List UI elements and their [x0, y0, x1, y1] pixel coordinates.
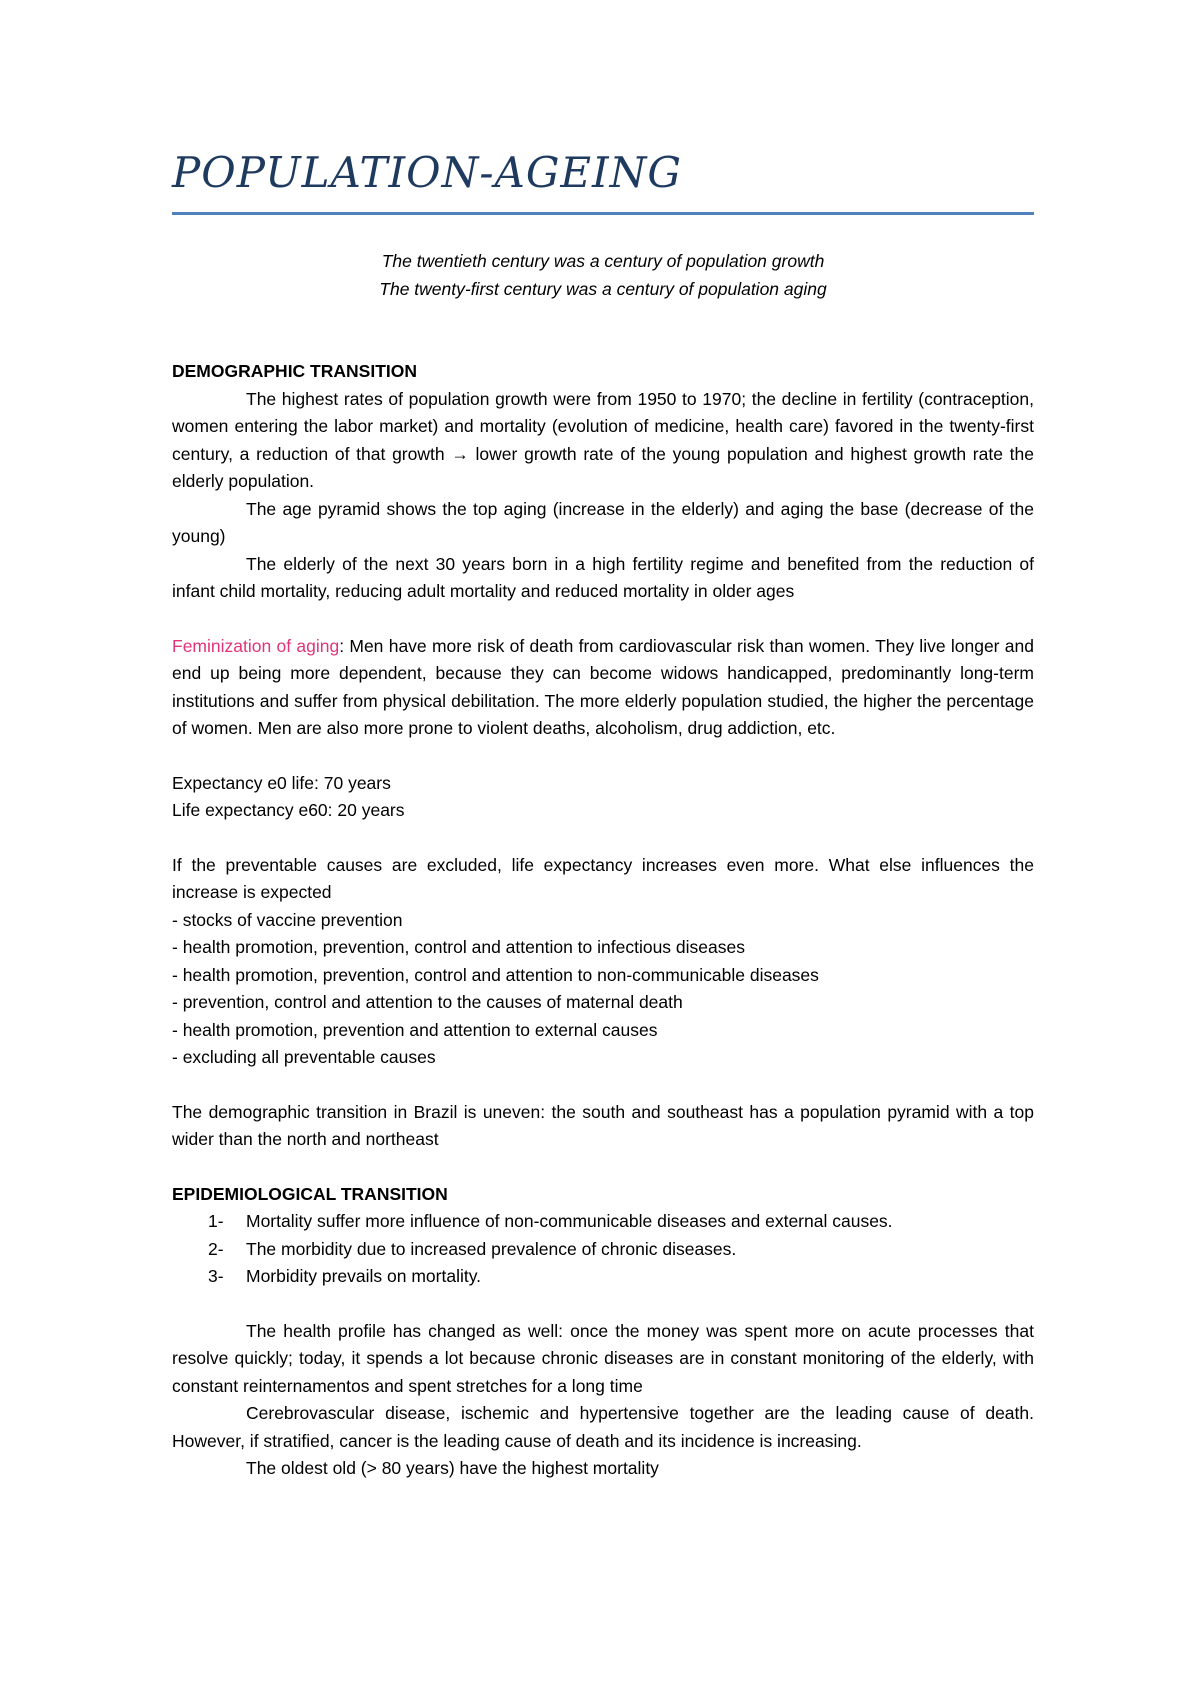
expectancy-line: Expectancy e0 life: 70 years [172, 772, 391, 793]
feminization-label: Feminization of aging [172, 635, 340, 656]
list-item: - health promotion, prevention, control and attention to infectious diseases [172, 937, 745, 957]
list-item: - health promotion, prevention and attention to external causes [172, 1019, 658, 1040]
quote-line-1: The twentieth century was a century of population growth [381, 251, 825, 271]
list-item-text: Morbidity prevails on mortality. [246, 1266, 482, 1286]
paragraph: Cerebrovascular disease, ischemic and hypertensive together are the leading cause of death. However, if stratified, cancer is the leading cause of death and its incidence is increasing. [172, 1403, 1034, 1451]
section-heading-epidemiological: EPIDEMIOLOGICAL TRANSITION [172, 1183, 448, 1204]
list-number: 1- [208, 1211, 224, 1231]
paragraph: The demographic transition in Brazil is uneven: the south and southeast has a population pyramid with a top wider than the north and northeast [172, 1101, 1034, 1149]
document-body [172, 248, 1034, 1483]
list-item-text: The morbidity due to increased prevalence of chronic diseases. [246, 1238, 737, 1259]
list-item: - excluding all preventable causes [172, 1047, 436, 1067]
feminization-paragraph [172, 633, 1034, 743]
list-item [172, 1236, 1034, 1264]
paragraph: The health profile has changed as well: once the money was spent more on acute processes that resolve quickly; today, it spends a lot because chronic diseases are in constant monitoring of the elderly, with constant reinternamentos and spent stretches for a long time [172, 1320, 1034, 1396]
paragraph: The highest rates of population growth were from 1950 to 1970; the decline in fertility (contraception, women entering the labor market) and mortality (evolution of medicine, health care) favored in the twenty-first century, a reduction of that growth → lower growth rate of the young population and highest growth rate the elderly population. [172, 388, 1034, 491]
title-underline [172, 212, 1034, 215]
expectancy-line: Life expectancy e60: 20 years [172, 800, 405, 820]
paragraph: If the preventable causes are excluded, life expectancy increases even more. What else influences the increase is expected [172, 854, 1034, 902]
feminization-text: : Men have more risk of death from cardiovascular risk than women. They live longer and end up being more dependent, because they can become widows handicapped, predominantly long-term institutions and suffer from physical debilitation. The more elderly population studied, the higher the percentage of women. Men are also more prone to violent deaths, alcoholism, drug addiction, etc. [172, 635, 1034, 738]
list-item-text: Mortality suffer more influence of non-communicable diseases and external causes. [246, 1211, 893, 1231]
list-item [172, 1263, 1034, 1291]
list-number: 3- [208, 1266, 224, 1286]
list-item: - stocks of vaccine prevention [172, 909, 403, 930]
list-item [172, 1208, 1034, 1236]
paragraph: The elderly of the next 30 years born in a high fertility regime and benefited from the reduction of infant child mortality, reducing adult mortality and reduced mortality in older ages [172, 553, 1034, 601]
list-item: - health promotion, prevention, control and attention to non-communicable diseases [172, 964, 819, 985]
page-title: POPULATION-AGEING [172, 148, 682, 197]
list-number: 2- [208, 1238, 224, 1259]
quote-line-2: The twenty-first century was a century of population aging [379, 278, 827, 299]
paragraph: The age pyramid shows the top aging (increase in the elderly) and aging the base (decrease of the young) [172, 498, 1034, 546]
list-item: - prevention, control and attention to the causes of maternal death [172, 992, 683, 1012]
paragraph: The oldest old (> 80 years) have the highest mortality [246, 1458, 659, 1478]
section-heading-demographic: DEMOGRAPHIC TRANSITION [172, 361, 417, 381]
